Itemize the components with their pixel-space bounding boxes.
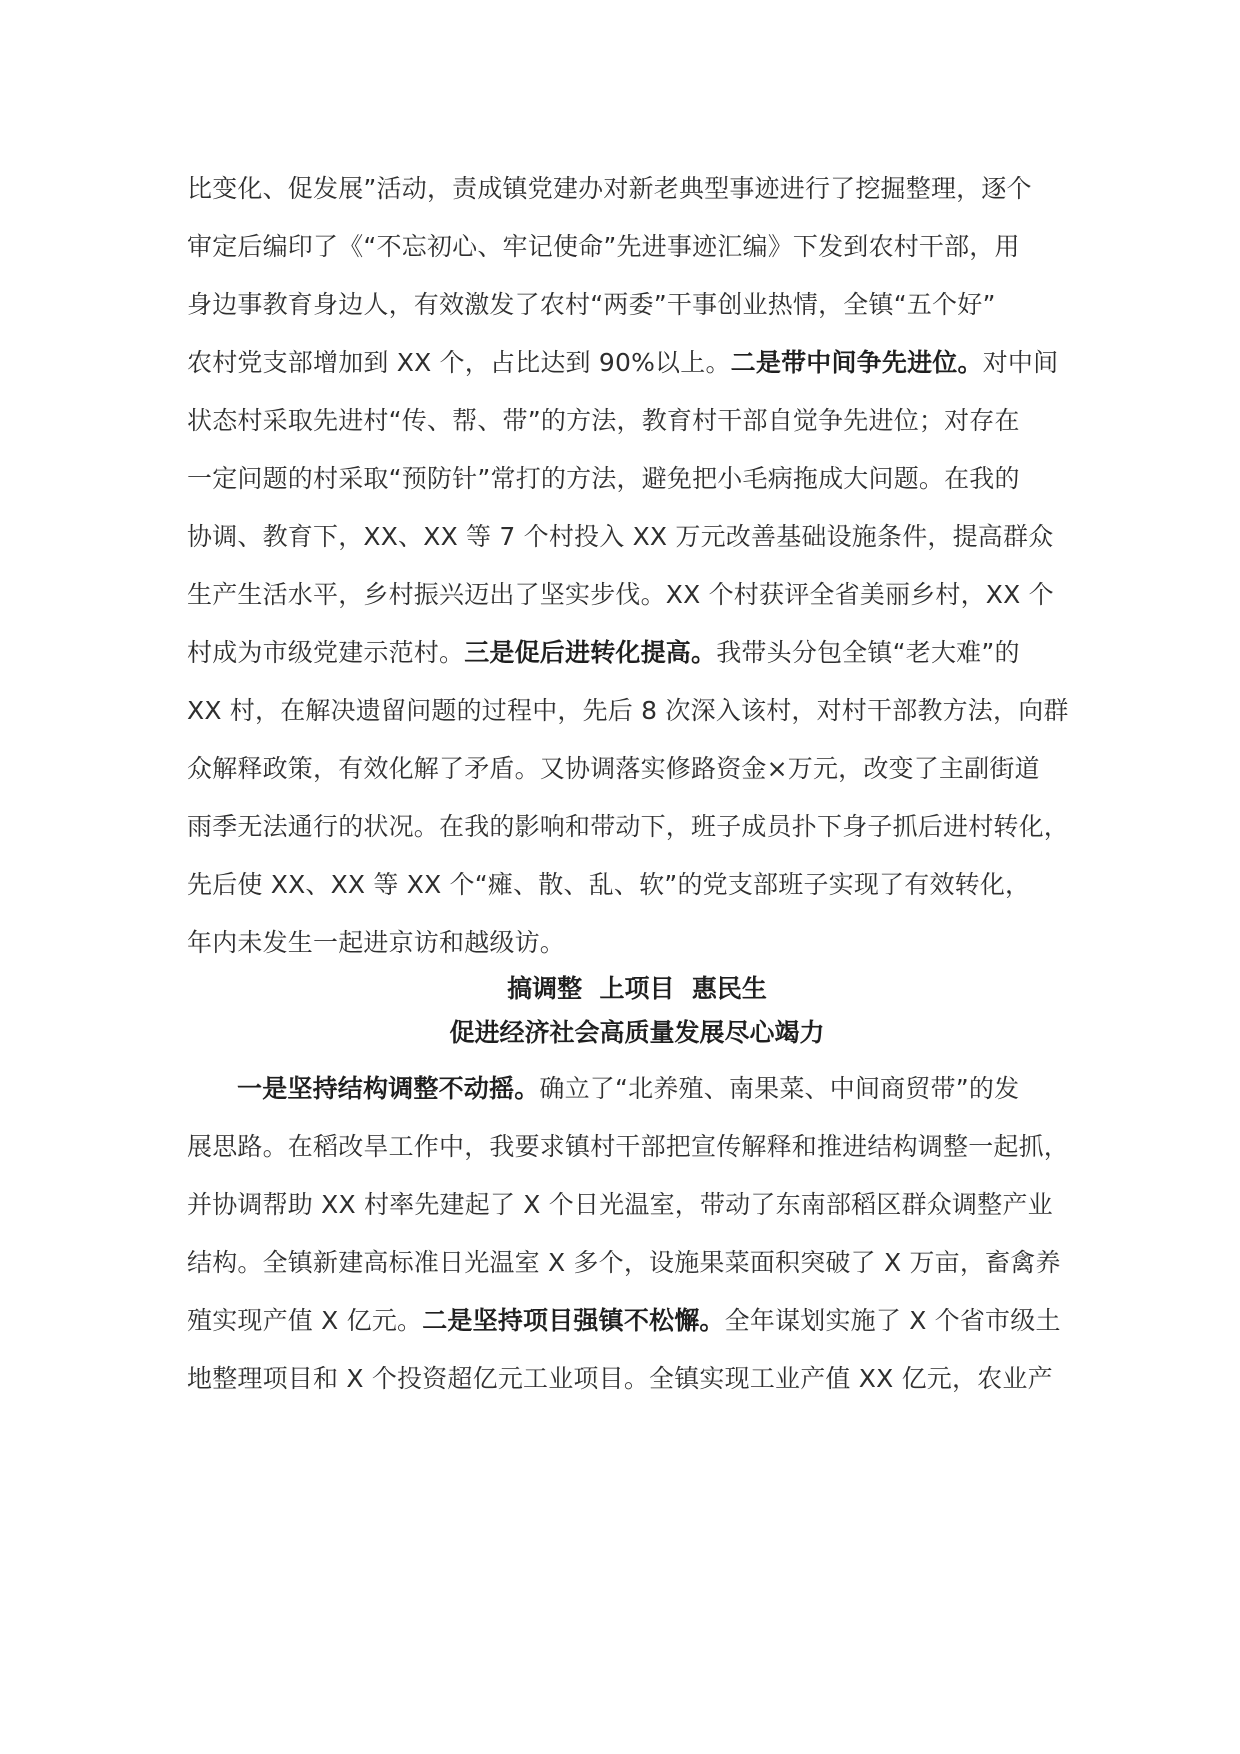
body-line: 农村党支部增加到 XX 个，占比达到 90%以上。二是带中间争先进位。对中间	[187, 348, 1059, 377]
body-line: XX 村，在解决遗留问题的过程中，先后 8 次深入该村，对村干部教方法，向群	[187, 696, 1069, 725]
body-line: 状态村采取先进村“传、帮、带”的方法，教育村干部自觉争先进位；对存在	[187, 406, 1020, 435]
body-line: 先后使 XX、XX 等 XX 个“瘫、散、乱、软”的党支部班子实现了有效转化，	[187, 870, 1031, 899]
section-heading-line1: 搞调整 上项目 惠民生	[507, 974, 767, 1003]
subheading-inline: 一是坚持结构调整不动摇。	[237, 1074, 540, 1103]
body-line: 比变化、促发展”活动，责成镇党建办对新老典型事迹进行了挖掘整理，逐个	[187, 174, 1032, 203]
body-line: 雨季无法通行的状况。在我的影响和带动下，班子成员扑下身子抓后进村转化，	[187, 812, 1070, 841]
subheading-inline: 三是促后进转化提高。	[464, 638, 717, 667]
subheading-inline: 二是带中间争先进位。	[730, 348, 983, 377]
body-line: 结构。全镇新建高标准日光温室 X 多个，设施果菜面积突破了 X 万亩，畜禽养	[187, 1248, 1061, 1277]
body-line: 生产生活水平，乡村振兴迈出了坚实步伐。XX 个村获评全省美丽乡村，XX 个	[187, 580, 1054, 609]
body-line: 展思路。在稻改旱工作中，我要求镇村干部把宣传解释和推进结构调整一起抓，	[187, 1132, 1070, 1161]
body-line: 年内未发生一起进京访和越级访。	[187, 928, 566, 957]
body-line: 协调、教育下，XX、XX 等 7 个村投入 XX 万元改善基础设施条件，提高群众	[187, 522, 1054, 551]
body-line: 并协调帮助 XX 村率先建起了 X 个日光温室，带动了东南部稻区群众调整产业	[187, 1190, 1053, 1219]
body-line: 一是坚持结构调整不动摇。确立了“北养殖、南果菜、中间商贸带”的发	[237, 1074, 1020, 1103]
body-line: 村成为市级党建示范村。三是促后进转化提高。我带头分包全镇“老大难”的	[187, 638, 1020, 667]
section-heading-line2: 促进经济社会高质量发展尽心竭力	[449, 1018, 825, 1047]
body-line: 众解释政策，有效化解了矛盾。又协调落实修路资金×万元，改变了主副街道	[187, 754, 1040, 783]
body-line: 殖实现产值 X 亿元。二是坚持项目强镇不松懈。全年谋划实施了 X 个省市级土	[187, 1306, 1061, 1335]
body-line: 身边事教育身边人，有效激发了农村“两委”干事创业热情，全镇“五个好”	[187, 290, 996, 319]
body-line: 地整理项目和 X 个投资超亿元工业项目。全镇实现工业产值 XX 亿元，农业产	[187, 1364, 1053, 1393]
body-line: 一定问题的村采取“预防针”常打的方法，避免把小毛病拖成大问题。在我的	[187, 464, 1020, 493]
body-line: 审定后编印了《“不忘初心、牢记使命”先进事迹汇编》下发到农村干部，用	[187, 232, 1020, 261]
subheading-inline: 二是坚持项目强镇不松懈。	[422, 1306, 725, 1335]
